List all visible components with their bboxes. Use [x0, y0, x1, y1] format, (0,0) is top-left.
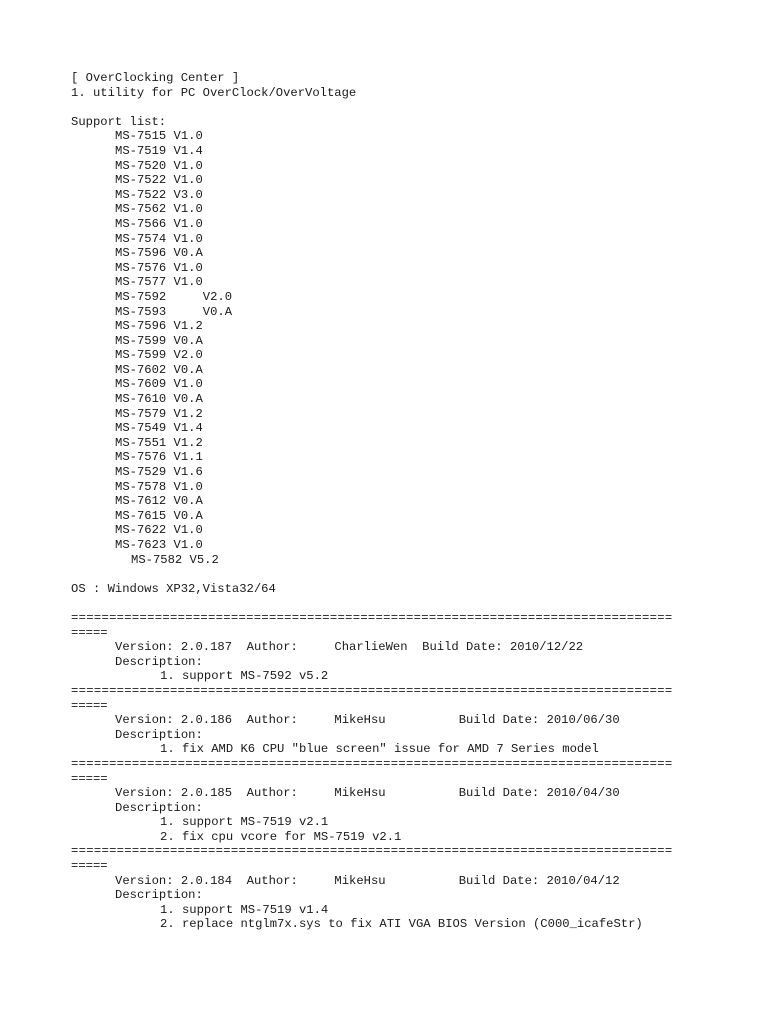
- support-list-item: MS-7529 V1.6: [115, 465, 203, 480]
- document: [71, 71, 731, 932]
- blank-line: [71, 596, 731, 611]
- separator-line: ===============================================================================: [71, 844, 673, 859]
- version-log: [71, 611, 731, 932]
- support-list-item: MS-7574 V1.0: [115, 231, 203, 246]
- description-item: 2. replace ntglm7x.sys to fix ATI VGA BIOS Version (C000_icafeStr): [160, 917, 643, 932]
- doc-subtitle: 1. utility for PC OverClock/OverVoltage: [71, 85, 357, 100]
- description-item: 1. fix AMD K6 CPU "blue screen" issue for AMD 7 Series model: [160, 742, 599, 757]
- support-list-item: MS-7623 V1.0: [115, 538, 203, 552]
- separator-line: ===============================================================================: [71, 683, 673, 698]
- blank-line: [71, 100, 731, 115]
- blank-line: [71, 567, 731, 582]
- support-list-item: MS-7612 V0.A: [115, 494, 203, 509]
- description-item: 1. support MS-7519 v1.4: [160, 902, 329, 917]
- description-label: Description:: [115, 800, 203, 815]
- description-label: Description:: [115, 654, 203, 669]
- support-list: [71, 129, 731, 552]
- separator-tail: =====: [71, 859, 108, 874]
- support-list-item: MS-7599 V0.A: [115, 333, 203, 348]
- separator-tail: =====: [71, 698, 108, 713]
- support-list-item: MS-7522 V1.0: [115, 173, 203, 188]
- support-list-item: MS-7562 V1.0: [115, 202, 203, 217]
- support-list-item: MS-7622 V1.0: [115, 523, 203, 538]
- support-list-item: MS-7578 V1.0: [115, 479, 203, 494]
- support-list-item: MS-7602 V0.A: [115, 362, 203, 377]
- support-extra-item: MS-7582 V5.2: [131, 552, 219, 567]
- description-item: 1. support MS-7592 v5.2: [160, 669, 329, 684]
- support-list-item: MS-7615 V0.A: [115, 508, 203, 523]
- support-list-item: MS-7596 V1.2: [115, 319, 203, 334]
- support-list-item: MS-7551 V1.2: [115, 435, 203, 450]
- support-list-item: MS-7577 V1.0: [115, 275, 203, 290]
- support-list-item: MS-7596 V0.A: [115, 246, 203, 261]
- support-list-item: MS-7522 V3.0: [115, 187, 203, 202]
- support-list-item: MS-7515 V1.0: [115, 129, 203, 144]
- support-list-item: MS-7599 V2.0: [115, 348, 203, 363]
- support-list-item: MS-7520 V1.0: [115, 158, 203, 173]
- support-list-item: MS-7576 V1.0: [115, 260, 203, 275]
- version-header: Version: 2.0.185 Author: MikeHsu Build Date: 2010/04/30: [115, 786, 620, 801]
- support-list-item: MS-7566 V1.0: [115, 216, 203, 231]
- doc-title: [ OverClocking Center ]: [71, 71, 240, 85]
- support-list-item: MS-7592 V2.0: [115, 289, 233, 304]
- separator-tail: =====: [71, 625, 108, 640]
- separator-tail: =====: [71, 771, 108, 786]
- version-header: Version: 2.0.187 Author: CharlieWen Build Date: 2010/12/22: [115, 640, 584, 655]
- support-list-item: MS-7579 V1.2: [115, 406, 203, 421]
- description-item: 2. fix cpu vcore for MS-7519 v2.1: [160, 829, 402, 844]
- version-header: Version: 2.0.186 Author: MikeHsu Build Date: 2010/06/30: [115, 713, 620, 728]
- description-item: 1. support MS-7519 v2.1: [160, 815, 329, 830]
- description-label: Description:: [115, 727, 203, 742]
- separator-line: ===============================================================================: [71, 610, 673, 625]
- support-list-item: MS-7593 V0.A: [115, 304, 233, 319]
- version-header: Version: 2.0.184 Author: MikeHsu Build Date: 2010/04/12: [115, 873, 620, 888]
- description-label: Description:: [115, 888, 203, 903]
- separator-line: ===============================================================================: [71, 756, 673, 771]
- support-list-item: MS-7576 V1.1: [115, 450, 203, 465]
- os-line: OS : Windows XP32,Vista32/64: [71, 581, 276, 596]
- support-list-item: MS-7519 V1.4: [115, 143, 203, 158]
- support-list-item: MS-7549 V1.4: [115, 421, 203, 436]
- support-list-label: Support list:: [71, 114, 167, 129]
- support-list-item: MS-7609 V1.0: [115, 377, 203, 392]
- support-list-item: MS-7610 V0.A: [115, 392, 203, 407]
